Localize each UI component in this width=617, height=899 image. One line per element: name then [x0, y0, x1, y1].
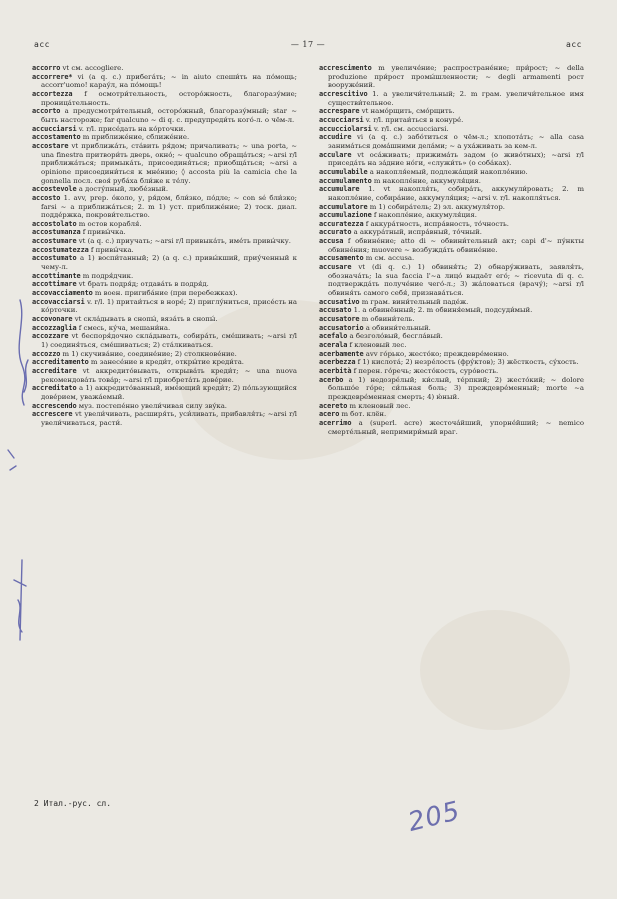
- entry-headword: accottimante: [32, 271, 81, 280]
- entry-headword: accozzare: [32, 332, 69, 341]
- dictionary-entry: [319, 168, 584, 177]
- dictionary-entry: [32, 315, 297, 324]
- entry-definition: f привы́чка.: [80, 228, 126, 237]
- dictionary-entry: [32, 298, 297, 315]
- dictionary-entry: [32, 73, 297, 90]
- dictionary-entry: [319, 254, 584, 263]
- entry-headword: accusatorio: [319, 323, 364, 332]
- entry-definition: vt (a q. c.) приучать; ~arsi r/l привыка́ть, име́ть привы́чку.: [76, 237, 291, 246]
- entry-definition: m воен. пригиба́ние (при перебежках).: [92, 289, 238, 298]
- dictionary-entry: [32, 384, 297, 401]
- entry-headword: accorro: [32, 64, 61, 72]
- entry-definition: муз. постепе́нно увели́чивая силу зву́ка.: [76, 401, 228, 410]
- entry-definition: m кленовый лес.: [347, 401, 411, 410]
- entry-headword: accostumato: [32, 254, 77, 263]
- dictionary-entry: [32, 367, 297, 384]
- dictionary-entry: [32, 228, 297, 237]
- handwritten-annotation: 205: [405, 796, 464, 838]
- entry-definition: f кленовый лес.: [347, 341, 407, 349]
- dictionary-entry: [32, 358, 297, 367]
- dictionary-entry: [319, 90, 584, 107]
- dictionary-entry: [319, 203, 584, 212]
- dictionary-entry: [319, 358, 584, 367]
- entry-headword: accosto: [32, 193, 61, 202]
- entry-definition: avv го́рько, жесто́ко; преждевре́менно.: [363, 349, 509, 358]
- entry-definition: a обвини́тельный.: [363, 323, 431, 332]
- dictionary-entry: [319, 125, 584, 134]
- entry-definition: 1. a обвинённый; 2. m обвиня́емый, подсуди́мый.: [351, 306, 533, 315]
- entry-headword: accusatore: [319, 315, 360, 324]
- entry-headword: accucciarsi: [32, 124, 77, 133]
- entry-headword: accresparе: [319, 107, 360, 116]
- dictionary-entry: [319, 410, 584, 419]
- entry-definition: v. r/l. см. accucciarsi.: [371, 124, 449, 133]
- entry-definition: vt скла́дывать в снопы́, вяза́ть в снопы́.: [72, 315, 218, 324]
- entry-headword: accrescimento: [319, 64, 372, 72]
- page-header: [34, 40, 582, 54]
- entry-definition: m грам. вини́тельный паде́ж.: [359, 297, 469, 306]
- header-right-guide-word: acc: [566, 40, 582, 49]
- header-left-guide-word: acc: [34, 40, 50, 49]
- dictionary-entry: [32, 402, 297, 411]
- dictionary-entry: [319, 341, 584, 350]
- right-column: [319, 64, 584, 436]
- dictionary-entry: [319, 306, 584, 315]
- dictionary-entry: [32, 280, 297, 289]
- entry-headword: acerbezza: [319, 358, 356, 367]
- entry-headword: accozzo: [32, 349, 61, 358]
- entry-definition: a безголо́вый, бесгла́вый.: [347, 332, 443, 341]
- dictionary-entry: [319, 367, 584, 376]
- entry-headword: accudire: [319, 133, 352, 142]
- entry-definition: a аккура́тный, испра́вный, то́чный.: [351, 228, 482, 237]
- entry-definition: a 1) воспи́танный; 2) (a q. c.) привы́кший, приу́ченный к чему-л.: [41, 254, 297, 272]
- entry-definition: vt см. accogliere.: [60, 64, 124, 72]
- entry-definition: vt намо́рщить, смо́рщить.: [359, 107, 455, 116]
- entry-headword: accozzaglia: [32, 323, 77, 332]
- entry-headword: accostumare: [32, 237, 77, 246]
- entry-definition: m бот. клён.: [339, 410, 387, 419]
- dictionary-entry: [32, 332, 297, 349]
- entry-headword: acerbo: [319, 375, 344, 384]
- entry-definition: f осмотри́тельность, осторо́жность, благоразу́мие; проница́тельность.: [41, 89, 297, 107]
- entry-headword: accortezza: [32, 89, 73, 98]
- dictionary-entry: [319, 376, 584, 402]
- entry-headword: acefalo: [319, 332, 348, 341]
- entry-definition: f обвине́ние; atto di ~ обвини́тельный акт; capi d'~ пу́нкты обвине́ния; muovere ~ возбужда́ть обвине́ние.: [328, 237, 584, 254]
- entry-definition: f накопле́ние, аккумуля́ция.: [371, 211, 477, 220]
- dictionary-entry: [319, 332, 584, 341]
- entry-definition: v. r/l. притаи́ться в конуре́.: [363, 115, 464, 124]
- entry-headword: accostamento: [32, 133, 81, 142]
- entry-definition: vt брать подря́д; отдава́ть в подря́д.: [76, 280, 209, 289]
- entry-definition: vt беспоря́дочно скла́дывать, собира́ть, сме́шивать; ~arsi r/l 1) соединя́ться, сме́шиваться; 2) ста́лкиваться.: [41, 332, 297, 349]
- entry-definition: m см. accusa.: [363, 254, 415, 263]
- dictionary-entry: [319, 228, 584, 237]
- dictionary-entry: [319, 177, 584, 186]
- entry-headword: accumulare: [319, 185, 360, 194]
- entry-definition: m 1) собира́тель; 2) эл. аккумуля́тор.: [367, 202, 505, 211]
- entry-definition: f привы́чка.: [88, 245, 134, 254]
- entry-definition: v. r/l. 1) притаи́ться в норе́; 2) приглу́ниться, присе́сть на ко́рточки.: [41, 297, 297, 315]
- entry-headword: accusare: [319, 263, 352, 272]
- entry-definition: vt увели́чивать, расширя́ть, уси́ливать, прибавля́ть; ~arsi r/l увели́чиваться, расти́.: [41, 410, 297, 427]
- entry-definition: a 1) недозре́лый; ки́слый, те́рпкий; 2) жесто́кий; ~ dolore большо́е го́ре; си́льная боль; 3) преждевре́менный; morte ~a преждевре́менная смерть; 4) ю́ный.: [328, 375, 584, 401]
- entry-headword: accumulatore: [319, 202, 368, 211]
- dictionary-entry: [319, 64, 584, 90]
- entry-headword: accreditato: [32, 384, 77, 393]
- entry-definition: vt оса́живать; прижима́ть задом (о живо́тных); ~arsi r/l приседа́ть на за́дние но́ги, «служи́ть» (о соба́ках).: [328, 150, 584, 168]
- entry-headword: acculare: [319, 150, 352, 159]
- dictionary-entry: [32, 64, 297, 73]
- entry-headword: accostare: [32, 141, 69, 150]
- dictionary-entry: [32, 90, 297, 107]
- entry-definition: 1. a увеличи́тельный; 2. m грам. увеличи́тельное имя существи́тельное.: [328, 89, 584, 107]
- entry-headword: accostevole: [32, 185, 77, 194]
- dictionary-entry: [319, 237, 584, 254]
- dictionary-entry: [32, 107, 297, 124]
- entry-definition: vt приближа́ть, ста́вить ря́дом; причаливать; ~ una porta, ~ una finestra притвори́ть дверь, окно́; ~ qualcuno обраща́ться; ~arsi r/l приближа́ться; примыка́ть, присоединя́ться; приобща́ться; ~arsi a opinione присоедини́ться к мне́нию; ◊ accosta più la camicia che la gonnella посл. своя́ руба́ха бли́же к те́лу.: [41, 141, 297, 185]
- entry-headword: accostumatezza: [32, 245, 89, 254]
- entry-headword: acerrimo: [319, 418, 352, 427]
- entry-definition: v. r/l. присе́дать на ко́рточки.: [76, 124, 186, 133]
- entry-headword: accreditamento: [32, 358, 89, 367]
- entry-headword: accrescitivo: [319, 89, 368, 98]
- entry-definition: vi (a q. c.) прибега́ть; ~ in aiuto спеши́ть на по́мощь; accorr'uomo! карау́л, на по́мощь!: [41, 72, 297, 90]
- entry-headword: accorto: [32, 107, 61, 116]
- entry-headword: accottimare: [32, 280, 77, 289]
- entry-definition: m обвини́тель.: [359, 315, 415, 324]
- dictionary-entry: [319, 211, 584, 220]
- entry-definition: m накопле́ние, аккумуля́ция.: [371, 176, 481, 185]
- page-number: — 17 —: [290, 40, 326, 49]
- entry-definition: 1. vt накопля́ть, собира́ть, аккумули́ровать; 2. m накопле́ние, собира́ние, аккумуля́ция; ~arsi v. r/l. накопля́ться.: [328, 185, 584, 202]
- dictionary-entry: [319, 185, 584, 202]
- entry-headword: accrescendo: [32, 401, 77, 410]
- entry-definition: vt (di q. c.) 1) обвиня́ть; 2) обнару́живать, заявля́ть, обознача́ть; la sua faccia l'~a лицо́ выдаёт его́; ~ ricevuta di q. c. подтвержда́ть получе́ние чего́-л.; 3) жа́ловаться (врачу́); ~arsi r/l обвиня́ть самого себя́, признава́ться.: [328, 263, 584, 298]
- entry-definition: a предусмотри́тельный, осторо́жный, благоразу́мный; star ~ быть настороже; far qualcuno ~ di q. c. предупреди́ть кого́-л. о чём-л.: [41, 107, 297, 124]
- entry-headword: accusativo: [319, 297, 360, 306]
- entry-headword: accostumanza: [32, 228, 81, 237]
- dictionary-entry: [319, 133, 584, 150]
- page-footer: 2 Итал.-рус. сл.: [34, 799, 112, 808]
- dictionary-entry: [319, 151, 584, 168]
- dictionary-entry: [319, 263, 584, 298]
- entry-definition: m подря́дчик.: [80, 271, 134, 280]
- dictionary-entry: [319, 107, 584, 116]
- entry-headword: accusa: [319, 237, 344, 246]
- entry-definition: vi (a q. c.) забо́титься о чём-л.; хлопота́ть; ~ alla casa занима́ться дома́шними дела́ми; ~ a уха́живать за кем-л.: [328, 133, 584, 150]
- entry-headword: acerala: [319, 341, 348, 349]
- entry-definition: m 1) скучива́ние, соедине́ние; 2) столкнове́ние.: [60, 349, 237, 358]
- entry-definition: f перен. го́речь; жесто́кость, суро́вость.: [351, 366, 499, 375]
- dictionary-entry: [319, 116, 584, 125]
- entry-definition: a (superl. acre) жесточа́йший, упорне́йший; ~ nemico смерте́льный, непримири́мый враг.: [328, 418, 584, 436]
- entry-definition: a 1) аккредито́ванный, име́ющий креди́т; 2) по́льзующийся дове́рием, уважа́емый.: [41, 384, 297, 401]
- dictionary-entry: [32, 350, 297, 359]
- entry-headword: accrescere: [32, 410, 73, 419]
- entry-headword: acerbità: [319, 366, 352, 375]
- entry-headword: accumulazione: [319, 211, 372, 220]
- dictionary-entry: [32, 410, 297, 427]
- entry-headword: accumulamento: [319, 176, 372, 185]
- entry-definition: f аккура́тность, испра́вность, то́чность.: [363, 219, 509, 228]
- dictionary-entry: [32, 185, 297, 194]
- entry-definition: m увеличе́ние; распростране́ние; при́рост; ~ della produzione при́рост промы́шленности; ~ degli armamenti рост вооруже́ний.: [328, 64, 584, 90]
- entry-headword: accorrere*: [32, 72, 73, 81]
- entry-definition: f смесь, ку́ча, мешани́на.: [76, 323, 171, 332]
- entry-headword: accovacciamento: [32, 289, 93, 298]
- dictionary-entry: [32, 142, 297, 185]
- entry-definition: 1. avv, prep. о́коло, у, ря́дом, бли́зко, по́дле; ~ con sé бли́зко; farsi ~ a приближа́ться; 2. m 1) уст. приближе́ние; 2) тоск. диал. подде́ржка, покрови́тельство.: [41, 193, 297, 220]
- dictionary-entry: [319, 402, 584, 411]
- dictionary-entry: [319, 315, 584, 324]
- dictionary-entry: [32, 237, 297, 246]
- entry-headword: accovonare: [32, 315, 73, 324]
- dictionary-entry: [32, 125, 297, 134]
- entry-definition: vt аккредито́вывать, открыва́ть креди́т; ~ una nuova рекомендова́ть това́р; ~arsi r/l приобрета́ть дове́рие.: [41, 366, 297, 384]
- entry-headword: acerbamente: [319, 349, 364, 358]
- dictionary-entry: [32, 289, 297, 298]
- dictionary-entry: [32, 194, 297, 220]
- dictionary-entry: [319, 350, 584, 359]
- entry-headword: accumulabile: [319, 167, 368, 176]
- dictionary-entry: [319, 419, 584, 436]
- entry-definition: m приближе́ние, сближе́ние.: [80, 133, 190, 142]
- entry-headword: accreditare: [32, 366, 77, 375]
- entry-headword: accusamento: [319, 254, 364, 263]
- entry-definition: a досту́пный, любе́зный.: [76, 185, 169, 194]
- left-column: [32, 64, 297, 428]
- entry-definition: a накопля́емый, подлежа́щий накопле́нию.: [367, 167, 528, 176]
- entry-headword: accostolato: [32, 219, 77, 228]
- entry-headword: accuratezza: [319, 219, 364, 228]
- entry-headword: accusato: [319, 306, 352, 315]
- entry-headword: accucciarsi: [319, 115, 364, 124]
- entry-headword: accucciolarsi: [319, 124, 372, 133]
- entry-definition: m занесе́ние в креди́т, откры́тие креди́та.: [88, 358, 244, 367]
- entry-headword: accurato: [319, 228, 352, 237]
- entry-headword: acereto: [319, 401, 348, 410]
- entry-definition: f 1) кислота́; 2) незре́лость (фру́ктов); 3) жёсткость, су́хость.: [355, 358, 579, 367]
- entry-headword: accovacciarsi: [32, 297, 85, 306]
- entry-definition: m остов корабля́.: [76, 219, 142, 228]
- entry-headword: acero: [319, 410, 340, 419]
- dictionary-entry: [32, 133, 297, 142]
- dictionary-entry: [32, 254, 297, 271]
